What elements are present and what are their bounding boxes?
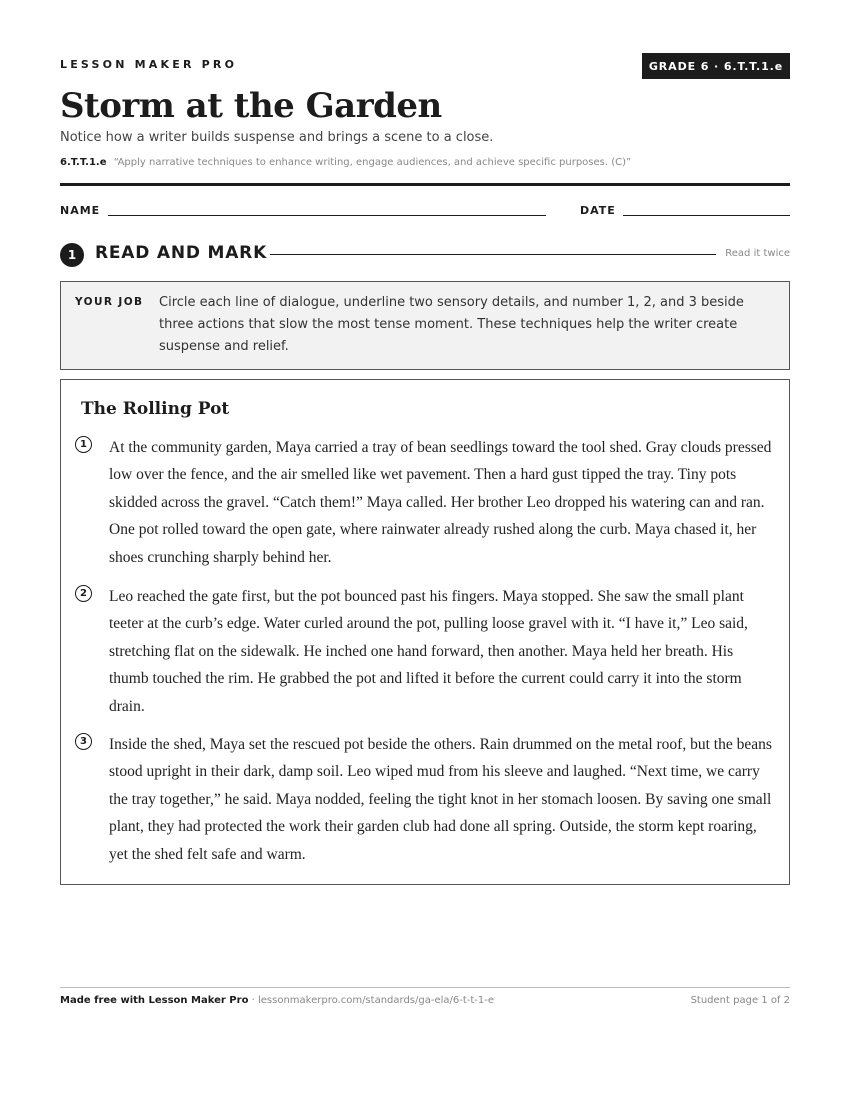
instructions-label: YOUR JOB	[75, 296, 144, 308]
footer-url[interactable]: · lessonmakerpro.com/standards/ga-ela/6-t-t-1-e	[248, 995, 495, 1006]
section-number-badge: 1	[60, 243, 84, 267]
header-divider	[60, 183, 790, 186]
brand-name: LESSON MAKER PRO	[60, 58, 238, 71]
footer-made-with: Made free with Lesson Maker Pro	[60, 995, 249, 1006]
story-title: The Rolling Pot	[81, 399, 230, 419]
name-label: NAME	[60, 204, 101, 217]
page-subtitle: Notice how a writer builds suspense and brings a scene to a close.	[60, 130, 494, 145]
section-divider	[270, 254, 716, 255]
grade-badge: GRADE 6 · 6.T.T.1.e	[642, 53, 790, 79]
paragraph-text: Inside the shed, Maya set the rescued pot beside the others. Rain drummed on the metal roof, but the beans stood upright in their dark, damp soil. Leo wiped mud from his sleeve and laughed. “Next time, we carry the tray together,” he said. Maya nodded, feeling the tight knot in her stomach loosen. By saving one small plant, they had protected the work their garden club had done all spring. Outside, the storm kept roaring, yet the shed felt safe and warm.	[109, 736, 772, 863]
instructions-box	[60, 281, 790, 370]
page-title: Storm at the Garden	[60, 86, 442, 126]
story-paragraph	[75, 434, 775, 574]
footer-credit	[60, 995, 494, 1006]
story-paragraph	[75, 731, 775, 871]
section-hint: Read it twice	[725, 248, 790, 259]
paragraph-number-badge: 1	[75, 436, 92, 453]
section-title: READ AND MARK	[95, 243, 268, 263]
date-field[interactable]	[623, 215, 790, 216]
standard-code: 6.T.T.1.e	[60, 157, 107, 168]
paragraph-number-badge: 2	[75, 585, 92, 602]
story-paragraph	[75, 583, 775, 723]
worksheet-page	[60, 0, 790, 1100]
standard-text: “Apply narrative techniques to enhance writing, engage audiences, and achieve specific purposes. (C)”	[113, 157, 632, 168]
standard-line	[60, 157, 631, 168]
name-field[interactable]	[108, 215, 546, 216]
story-box	[60, 379, 790, 885]
date-label: DATE	[580, 204, 616, 217]
paragraph-number-badge: 3	[75, 733, 92, 750]
footer-page-number: Student page 1 of 2	[690, 995, 790, 1006]
instructions-text: Circle each line of dialogue, underline two sensory details, and number 1, 2, and 3 beside three actions that slow the most tense moment. These techniques help the writer create suspense and relief.	[159, 295, 744, 354]
footer-divider	[60, 987, 790, 988]
paragraph-text: At the community garden, Maya carried a tray of bean seedlings toward the tool shed. Gray clouds pressed low over the fence, and the air smelled like wet pavement. Then a hard gust tipped the tray. Tiny pots skidded across the gravel. “Catch them!” Maya called. Her brother Leo dropped his watering can and ran. One pot rolled toward the open gate, where rainwater already rushed along the curb. Maya chased it, her shoes crunching sharply behind her.	[109, 439, 772, 566]
paragraph-text: Leo reached the gate first, but the pot bounced past his fingers. Maya stopped. She saw the small plant teeter at the curb’s edge. Water curled around the pot, pulling loose gravel with it. “I have it,” Leo said, stretching flat on the sidewalk. He inched one hand forward, then another. Maya held her breath. His thumb touched the rim. He grabbed the pot and lifted it before the current could carry it into the storm drain.	[109, 588, 748, 715]
